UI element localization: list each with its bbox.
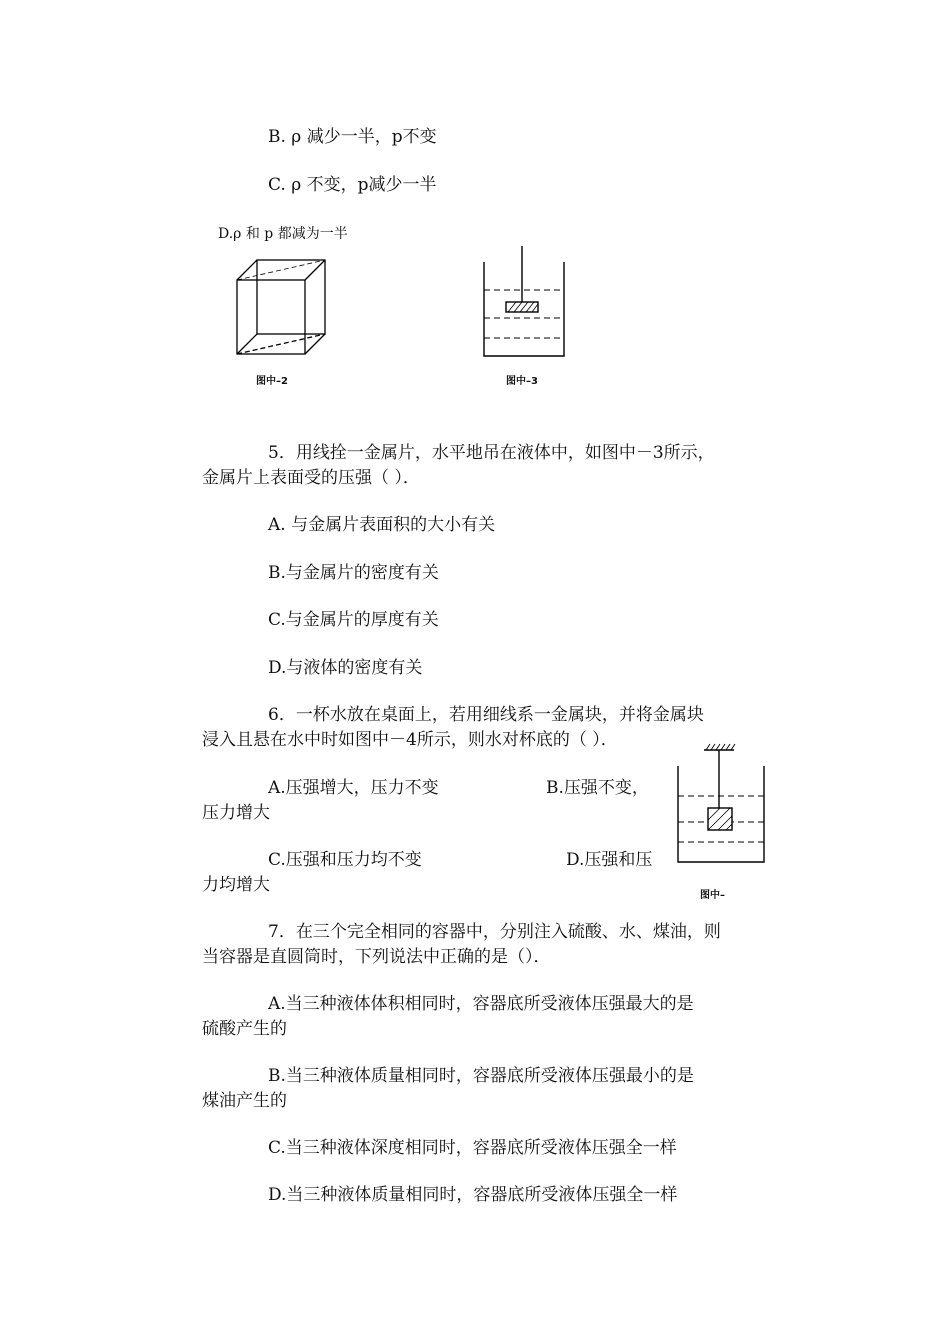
- q6-option-b-part1: B.压强不变，: [546, 778, 649, 798]
- q6-option-b-part2: 压力增大: [202, 803, 270, 823]
- q7-option-a-line2: 硫酸产生的: [202, 1019, 287, 1039]
- q7-stem-line2: 当容器是直圆筒时，下列说法中正确的是（）．: [202, 947, 551, 967]
- q5-option-d: D.与液体的密度有关: [268, 658, 423, 678]
- q6-stem-line1: 6．一杯水放在桌面上，若用细线系一金属块，并将金属块: [268, 705, 704, 725]
- q7-option-d: D.当三种液体质量相同时，容器底所受液体压强全一样: [268, 1185, 678, 1205]
- q7-option-a-line1: A.当三种液体体积相同时，容器底所受液体压强最大的是: [268, 994, 694, 1014]
- figure-3-caption: 图中–3: [506, 376, 538, 387]
- q5-option-c: C.与金属片的厚度有关: [268, 610, 439, 630]
- q5-stem-line1: 5．用线拴一金属片，水平地吊在液体中，如图中－3所示，: [268, 443, 715, 463]
- figure-2-cube: [230, 252, 340, 364]
- q7-option-b-line2: 煤油产生的: [202, 1091, 287, 1111]
- q6-option-d-part1: D.压强和压: [566, 850, 653, 870]
- q6-option-a: A.压强增大，压力不变: [268, 778, 439, 798]
- q4-option-d: D.ρ 和 p 都减为一半: [218, 226, 348, 242]
- q4-option-b: B. ρ 减少一半，p不变: [268, 127, 437, 147]
- q6-option-d-part2: 力均增大: [202, 875, 270, 895]
- q7-stem-line1: 7．在三个完全相同的容器中，分别注入硫酸、水、煤油，则: [268, 922, 721, 942]
- figure-4-caption: 图中–: [700, 890, 725, 901]
- q7-option-b-line1: B.当三种液体质量相同时，容器底所受液体压强最小的是: [268, 1066, 694, 1086]
- q5-option-a: A. 与金属片表面积的大小有关: [268, 515, 496, 535]
- q7-option-c: C.当三种液体深度相同时，容器底所受液体压强全一样: [268, 1138, 677, 1158]
- figure-4-beaker: [670, 740, 770, 868]
- figure-2-caption: 图中–2: [256, 376, 288, 387]
- q4-option-c: C. ρ 不变，p减少一半: [268, 175, 437, 195]
- figure-3-beaker: [478, 242, 570, 360]
- q6-option-c: C.压强和压力均不变: [268, 850, 422, 870]
- q5-option-b: B.与金属片的密度有关: [268, 563, 439, 583]
- q6-stem-line2: 浸入且悬在水中时如图中－4所示，则水对杯底的（ ）．: [202, 730, 618, 750]
- q5-stem-line2: 金属片上表面受的压强（ ）．: [202, 468, 420, 488]
